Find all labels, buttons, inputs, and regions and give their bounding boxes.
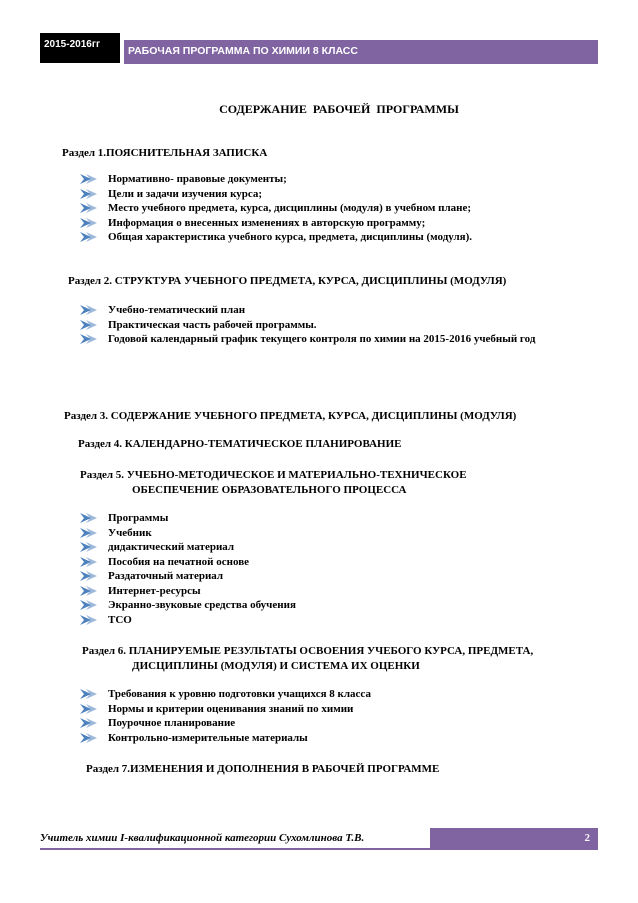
list-item: ТСО <box>80 613 296 628</box>
list-item: Годовой календарный график текущего контроля по химии на 2015-2016 учебный год <box>80 332 600 347</box>
list-item: дидактический материал <box>80 540 296 555</box>
list-item: Поурочное планирование <box>80 716 371 731</box>
arrow-bullet-icon <box>80 203 98 213</box>
list-item: Экранно-звуковые средства обучения <box>80 598 296 613</box>
list-item: Общая характеристика учебного курса, предмета, дисциплины (модуля). <box>80 230 472 245</box>
arrow-bullet-icon <box>80 571 98 581</box>
list-item: Контрольно-измерительные материалы <box>80 731 371 746</box>
arrow-bullet-icon <box>80 174 98 184</box>
arrow-bullet-icon <box>80 718 98 728</box>
header-year: 2015-2016гг <box>40 33 120 63</box>
arrow-bullet-icon <box>80 232 98 242</box>
list-item: Программы <box>80 511 296 526</box>
section-5-title: Раздел 5. УЧЕБНО-МЕТОДИЧЕСКОЕ И МАТЕРИАЛЬНО-ТЕХНИЧЕСКОЕ <box>80 469 467 481</box>
section-2-title: Раздел 2. СТРУКТУРА УЧЕБНОГО ПРЕДМЕТА, КУРСА, ДИСЦИПЛИНЫ (МОДУЛЯ) <box>68 275 507 287</box>
section-4-title: Раздел 4. КАЛЕНДАРНО-ТЕМАТИЧЕСКОЕ ПЛАНИРОВАНИЕ <box>78 438 402 450</box>
list-item: Раздаточный материал <box>80 569 296 584</box>
list-item: Информация о внесенных изменениях в авторскую программу; <box>80 216 472 231</box>
arrow-bullet-icon <box>80 513 98 523</box>
section-5-title-cont: ОБЕСПЕЧЕНИЕ ОБРАЗОВАТЕЛЬНОГО ПРОЦЕССА <box>132 484 407 496</box>
arrow-bullet-icon <box>80 557 98 567</box>
arrow-bullet-icon <box>80 600 98 610</box>
section-2-list <box>80 303 600 347</box>
arrow-bullet-icon <box>80 189 98 199</box>
section-6-title-cont: ДИСЦИПЛИНЫ (МОДУЛЯ) И СИСТЕМА ИХ ОЦЕНКИ <box>132 660 420 672</box>
arrow-bullet-icon <box>80 689 98 699</box>
footer-author: Учитель химии I-квалификационной категории Сухомлинова Т.В. <box>40 832 365 844</box>
section-6-list <box>80 687 371 745</box>
page-number: 2 <box>430 828 598 848</box>
arrow-bullet-icon <box>80 320 98 330</box>
arrow-bullet-icon <box>80 528 98 538</box>
section-1-title: Раздел 1.ПОЯСНИТЕЛЬНАЯ ЗАПИСКА <box>62 147 268 159</box>
arrow-bullet-icon <box>80 704 98 714</box>
list-item: Учебно-тематический план <box>80 303 600 318</box>
section-3-title: Раздел 3. СОДЕРЖАНИЕ УЧЕБНОГО ПРЕДМЕТА, КУРСА, ДИСЦИПЛИНЫ (МОДУЛЯ) <box>64 410 517 422</box>
arrow-bullet-icon <box>80 305 98 315</box>
list-item: Нормы и критерии оценивания знаний по химии <box>80 702 371 717</box>
list-item: Учебник <box>80 526 296 541</box>
arrow-bullet-icon <box>80 586 98 596</box>
list-item: Нормативно- правовые документы; <box>80 172 472 187</box>
list-item: Практическая часть рабочей программы. <box>80 318 600 333</box>
arrow-bullet-icon <box>80 218 98 228</box>
section-5-list <box>80 511 296 627</box>
header-title: РАБОЧАЯ ПРОГРАММА ПО ХИМИИ 8 КЛАСС <box>124 40 598 64</box>
list-item: Место учебного предмета, курса, дисциплины (модуля) в учебном плане; <box>80 201 472 216</box>
section-6-title: Раздел 6. ПЛАНИРУЕМЫЕ РЕЗУЛЬТАТЫ ОСВОЕНИЯ УЧЕБОГО КУРСА, ПРЕДМЕТА, <box>82 645 534 657</box>
list-item: Цели и задачи изучения курса; <box>80 187 472 202</box>
list-item: Пособия на печатной основе <box>80 555 296 570</box>
arrow-bullet-icon <box>80 334 98 344</box>
section-1-list <box>80 172 472 245</box>
list-item: Требования к уровню подготовки учащихся 8 класса <box>80 687 371 702</box>
arrow-bullet-icon <box>80 542 98 552</box>
footer-divider <box>40 848 598 850</box>
arrow-bullet-icon <box>80 733 98 743</box>
section-7-title: Раздел 7.ИЗМЕНЕНИЯ И ДОПОЛНЕНИЯ В РАБОЧЕЙ ПРОГРАММЕ <box>86 763 440 775</box>
list-item: Интернет-ресурсы <box>80 584 296 599</box>
document-title: СОДЕРЖАНИЕ РАБОЧЕЙ ПРОГРАММЫ <box>219 102 459 116</box>
arrow-bullet-icon <box>80 615 98 625</box>
